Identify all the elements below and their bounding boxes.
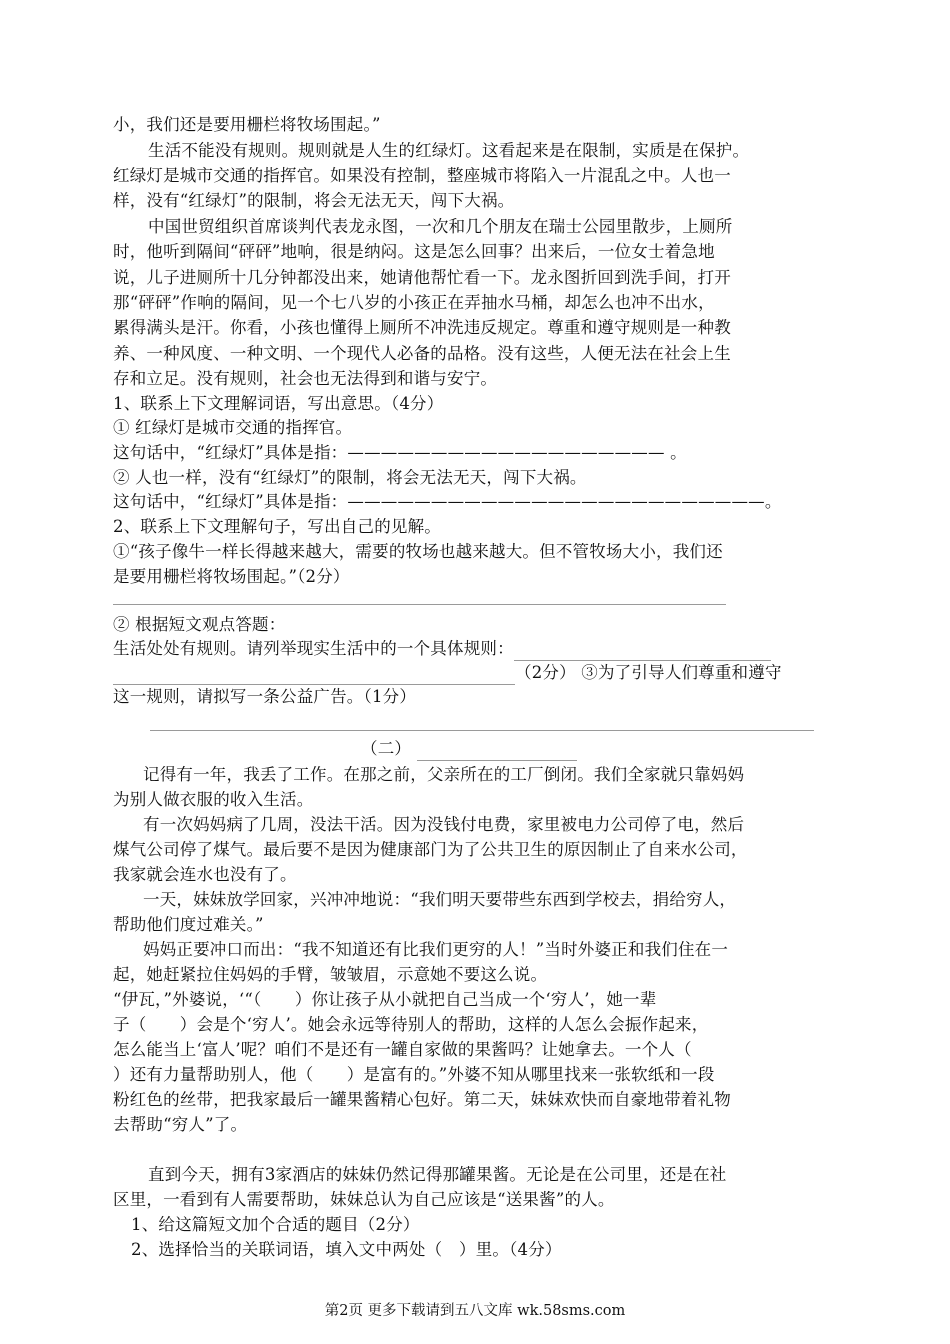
question-1-2-item-b-prompt[interactable]: 生活处处有规则。请列举现实生活中的一个具体规则： <box>113 637 853 661</box>
passage2-line: 一天，妹妹放学回家，兴冲冲地说：“我们明天要带些东西到学校去，捐给穷人， <box>143 890 737 909</box>
passage2-line: 我家就会连水也没有了。 <box>113 865 297 884</box>
question-1-1-item-b-answer[interactable]: 这句话中，“红绿灯”具体是指：—————————————————————————。 <box>113 492 782 511</box>
question-1-1: 1、联系上下文理解词语，写出意思。（4分） <box>113 394 444 413</box>
passage1-line: 说，儿子进厕所十几分钟都没出来，她请他帮忙看一下。龙永图折回到洗手间，打开 <box>113 268 731 287</box>
passage2-line: 妈妈正要冲口而出：“我不知道还有比我们更穷的人！”当时外婆正和我们住在一 <box>143 940 729 959</box>
question-1-2-item-a: ①“孩子像牛一样长得越来越大，需要的牧场也越来越大。但不管牧场大小，我们还 <box>113 542 723 561</box>
passage2-line: “伊瓦，”外婆说，‘“（ ）你让孩子从小就把自己当成一个‘穷人’，她一辈 <box>113 990 657 1009</box>
answer-blank[interactable] <box>514 643 771 661</box>
passage1-line: 养、一种风度、一种文明、一个现代人必备的品格。没有这些，人便无法在社会上生 <box>113 344 731 363</box>
question-2-1: 1、给这篇短文加个合适的题目（2分） <box>131 1215 420 1234</box>
passage1-line: 小，我们还是要用栅栏将牧场围起。” <box>113 115 381 134</box>
passage1-line: 时，他听到隔间“砰砰”地响，很是纳闷。这是怎么回事？出来后，一位女士着急地 <box>113 242 715 261</box>
question-1-2-item-b-cont[interactable]: （2分） ③为了引导人们尊重和遵守 <box>113 661 853 685</box>
answer-blank[interactable]: ——————————————————— <box>347 443 665 462</box>
answer-blank[interactable] <box>113 667 515 685</box>
passage2-line: 记得有一年，我丢了工作。在那之前，父亲所在的工厂倒闭。我们全家就只靠妈妈 <box>143 765 745 784</box>
passage2-line: 起，她赶紧拉住妈妈的手臂，皱皱眉，示意她不要这么说。 <box>113 965 548 984</box>
question-1-2-item-a-cont: 是要用栅栏将牧场围起。”（2分） <box>113 567 350 586</box>
passage2-line: 直到今天，拥有3家酒店的妹妹仍然记得那罐果酱。无论是在公司里，还是在社 <box>148 1165 727 1184</box>
passage2-line: 怎么能当上‘富人’呢？咱们不是还有一罐自家做的果酱吗？让她拿去。一个人（ <box>113 1040 692 1059</box>
question-1-2: 2、联系上下文理解句子，写出自己的见解。 <box>113 517 441 536</box>
answer-blank[interactable]: ————————————————————————— <box>347 492 765 511</box>
passage2-line: 为别人做衣服的收入生活。 <box>113 790 314 809</box>
question-1-1-item-b: ② 人也一样，没有“红绿灯”的限制，将会无法无天，闯下大祸。 <box>113 468 587 487</box>
passage2-line: ）还有力量帮助别人，他（ ）是富有的。”外婆不知从哪里找来一张软纸和一段 <box>113 1065 715 1084</box>
passage2-line: 煤气公司停了煤气。最后要不是因为健康部门为了公共卫生的原因制止了自来水公司， <box>113 840 748 859</box>
passage2-line: 子（ ）会是个‘穷人’。她会永远等待别人的帮助，这样的人怎么会振作起来， <box>113 1015 709 1034</box>
answer-line[interactable] <box>113 604 726 605</box>
answer-line[interactable] <box>150 730 814 731</box>
section-2-heading: （二） <box>361 737 661 761</box>
passage2-line: 粉红色的丝带，把我家最后一罐果酱精心包好。第二天，妹妹欢快而自豪地带着礼物 <box>113 1090 731 1109</box>
question-1-1-item-a-answer[interactable]: 这句话中，“红绿灯”具体是指：——————————————————— 。 <box>113 443 687 462</box>
passage2-line: 区里，一看到有人需要帮助，妹妹总认为自己应该是“送果酱”的人。 <box>113 1190 615 1209</box>
passage1-line: 样，没有“红绿灯”的限制，将会无法无天，闯下大祸。 <box>113 191 515 210</box>
passage2-line: 有一次妈妈病了几周，没法干活。因为没钱付电费，家里被电力公司停了电，然后 <box>143 815 745 834</box>
passage1-line: 累得满头是汗。你看，小孩也懂得上厕所不冲洗违反规定。尊重和遵守规则是一种教 <box>113 318 731 337</box>
question-1-2-item-b: ② 根据短文观点答题： <box>113 615 286 634</box>
passage1-line: 中国世贸组织首席谈判代表龙永图，一次和几个朋友在瑞士公园里散步，上厕所 <box>148 217 733 236</box>
passage1-line: 红绿灯是城市交通的指挥官。如果没有控制，整座城市将陷入一片混乱之中。人也一 <box>113 166 731 185</box>
passage2-line: 去帮助“穷人”了。 <box>113 1115 248 1134</box>
passage1-line: 那“砰砰”作响的隔间，见一个七八岁的小孩正在弄抽水马桶，却怎么也冲不出水， <box>113 293 715 312</box>
title-blank[interactable] <box>417 743 577 761</box>
passage2-line: 帮助他们度过难关。” <box>113 915 264 934</box>
page-footer: 第2页 更多下载请到五八文库 wk.58sms.com <box>324 1303 626 1319</box>
question-1-1-item-a: ① 红绿灯是城市交通的指挥官。 <box>113 418 353 437</box>
question-1-2-item-c: 这一规则，请拟写一条公益广告。（1分） <box>113 687 417 706</box>
passage1-line: 生活不能没有规则。规则就是人生的红绿灯。这看起来是在限制，实质是在保护。 <box>148 141 750 160</box>
question-2-2: 2、选择恰当的关联词语，填入文中两处（ ）里。（4分） <box>131 1240 562 1259</box>
passage1-line: 存和立足。没有规则，社会也无法得到和谐与安宁。 <box>113 369 498 388</box>
